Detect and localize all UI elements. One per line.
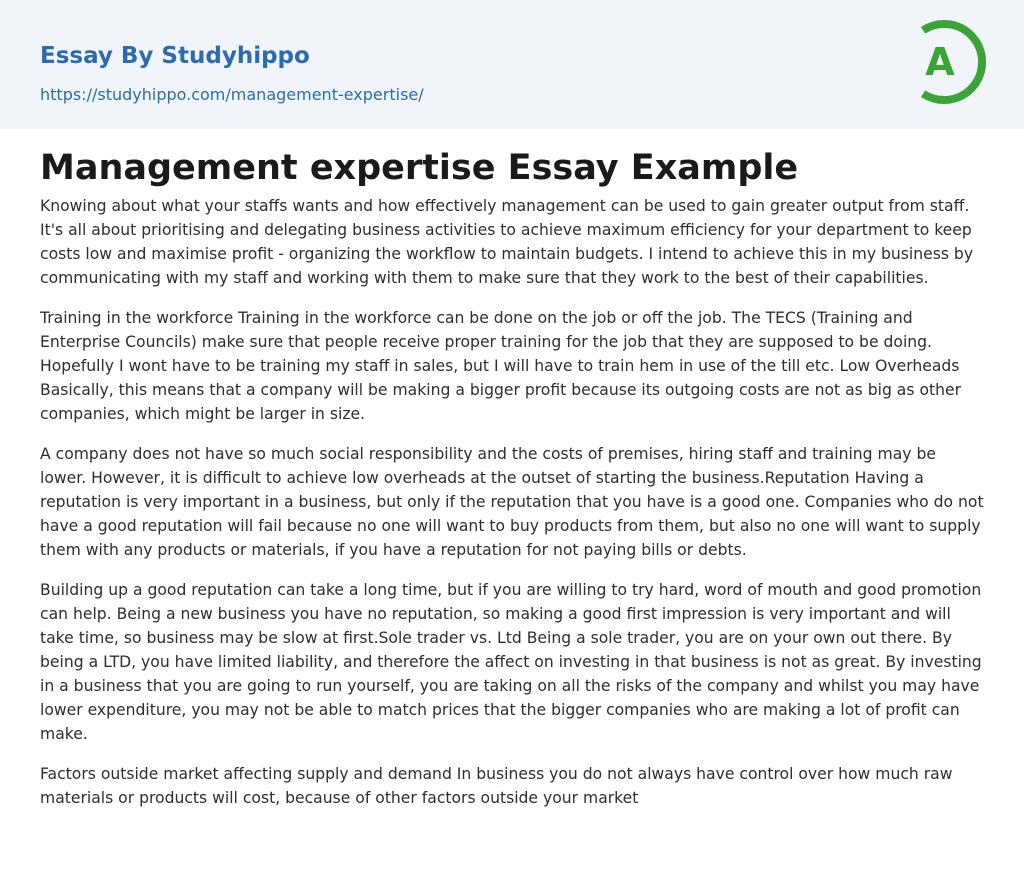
logo-letter: A [925,40,955,84]
studyhippo-logo-icon[interactable] [908,18,988,106]
page-url-link[interactable]: https://studyhippo.com/management-expertise/ [40,85,424,104]
essay-paragraph: A company does not have so much social responsibility and the costs of premises, hiring staff and training may be lower. However, it is difficult to achieve low overheads at the outset of starting the business.Reputation Having a reputation is very important in a business, but only if the reputation that you have is a good one. Companies who do not have a good reputation will fail because no one will want to buy products from them, but also no one will want to supply them with any products or materials, if you have a reputation for not paying bills or debts. [40,445,984,559]
site-header [0,0,1024,129]
site-brand[interactable]: Essay By Studyhippo [40,43,310,69]
essay-paragraph: Knowing about what your staffs wants and how effectively management can be used to gain greater output from staff. It's all about prioritising and delegating business activities to achieve maximum efficiency for your department to keep costs low and maximise profit - organizing the workflow to maintain budgets. I intend to achieve this in my business by communicating with my staff and working with them to make sure that they work to the best of their capabilities. [40,197,974,287]
essay-paragraph: Building up a good reputation can take a long time, but if you are willing to try hard, word of mouth and good promotion can help. Being a new business you have no reputation, so making a good first impression is very important and will take time, so business may be slow at first.Sole trader vs. Ltd Being a sole trader, you are on your own out there. By being a LTD, you have limited liability, and therefore the affect on investing in that business is not as great. By investing in a business that you are going to run yourself, you are taking on all the risks of the company and whilst you may have lower expenditure, you may not be able to match prices that the bigger companies who are making a lot of profit can make. [40,581,982,743]
essay-paragraph: Factors outside market affecting supply and demand In business you do not always have control over how much raw materials or products will cost, because of other factors outside your market [40,765,953,807]
page-title: Management expertise Essay Example [40,148,799,188]
essay-content [40,142,986,826]
essay-paragraph: Training in the workforce Training in the workforce can be done on the job or off the job. The TECS (Training and Enterprise Councils) make sure that people receive proper training for the job that they are supposed to be doing. Hopefully I wont have to be training my staff in sales, but I will have to train hem in use of the till etc. Low Overheads Basically, this means that a company will be making a bigger profit because its outgoing costs are not as big as other companies, which might be larger in size. [40,309,961,423]
